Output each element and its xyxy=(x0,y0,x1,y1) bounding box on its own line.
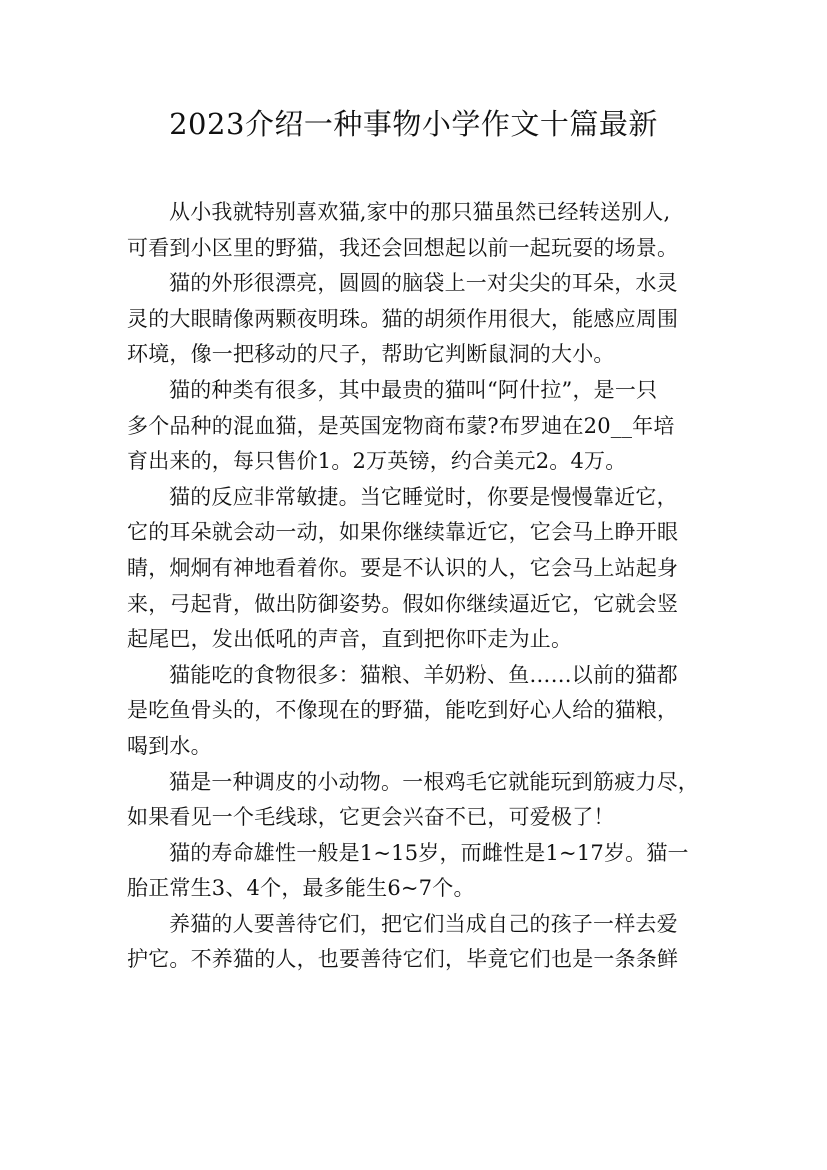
paragraph-line: 猫的外形很漂亮，圆圆的脑袋上一对尖尖的耳朵，水灵 xyxy=(169,271,678,296)
paragraph-6 xyxy=(127,765,707,836)
document-body xyxy=(127,195,707,978)
document-title: 2023介绍一种事物小学作文十篇最新 xyxy=(169,107,658,141)
paragraph-2 xyxy=(127,266,707,373)
paragraph-line: 从小我就特别喜欢猫,家中的那只猫虽然已经转送别人, xyxy=(169,200,671,224)
paragraph-line: 育出来的，每只售价1。2万英镑，约合美元2。4万。 xyxy=(127,449,627,474)
paragraph-line: 如果看见一个毛线球，它更会兴奋不已，可爱极了！ xyxy=(127,805,615,830)
paragraph-line: 猫的种类有很多，其中最贵的猫叫“阿什拉”，是一只 xyxy=(169,377,658,402)
paragraph-1 xyxy=(127,195,707,266)
paragraph-line: 多个品种的混血猫，是英国宠物商布蒙?布罗迪在20__年培 xyxy=(127,413,675,438)
paragraph-line: 养猫的人要善待它们，把它们当成自己的孩子一样去爱 xyxy=(169,911,678,936)
paragraph-line: 喝到水。 xyxy=(127,733,212,758)
paragraph-line: 护它。不养猫的人，也要善待它们，毕竟它们也是一条条鲜 xyxy=(127,947,679,972)
paragraph-line: 来，弓起背，做出防御姿势。假如你继续逼近它，它就会竖 xyxy=(127,591,679,616)
paragraph-3 xyxy=(127,373,707,480)
paragraph-4 xyxy=(127,480,707,658)
paragraph-line: 起尾巴，发出低吼的声音，直到把你吓走为止。 xyxy=(127,627,573,652)
paragraph-line: 睛，炯炯有神地看着你。要是不认识的人，它会马上站起身 xyxy=(127,555,679,580)
paragraph-line: 环境，像一把移动的尺子，帮助它判断鼠洞的大小。 xyxy=(127,342,615,367)
paragraph-line: 猫能吃的食物很多：猫粮、羊奶粉、鱼……以前的猫都 xyxy=(169,662,678,687)
paragraph-line: 它的耳朵就会动一动，如果你继续靠近它，它会马上睁开眼 xyxy=(127,520,679,545)
paragraph-line: 猫的寿命雄性一般是1~15岁，而雌性是1~17岁。猫一 xyxy=(169,840,689,865)
paragraph-7 xyxy=(127,836,707,907)
paragraph-line: 灵的大眼睛像两颗夜明珠。猫的胡须作用很大，能感应周围 xyxy=(127,306,679,331)
paragraph-line: 可看到小区里的野猫，我还会回想起以前一起玩耍的场景。 xyxy=(127,235,679,260)
paragraph-5 xyxy=(127,658,707,765)
paragraph-line: 猫是一种调皮的小动物。一根鸡毛它就能玩到筋疲力尽， xyxy=(169,769,699,794)
paragraph-line: 是吃鱼骨头的，不像现在的野猫，能吃到好心人给的猫粮， xyxy=(127,698,679,723)
paragraph-8 xyxy=(127,907,707,978)
paragraph-line: 胎正常生3、4个，最多能生6~7个。 xyxy=(127,876,475,901)
paragraph-line: 猫的反应非常敏捷。当它睡觉时，你要是慢慢靠近它， xyxy=(169,484,678,509)
